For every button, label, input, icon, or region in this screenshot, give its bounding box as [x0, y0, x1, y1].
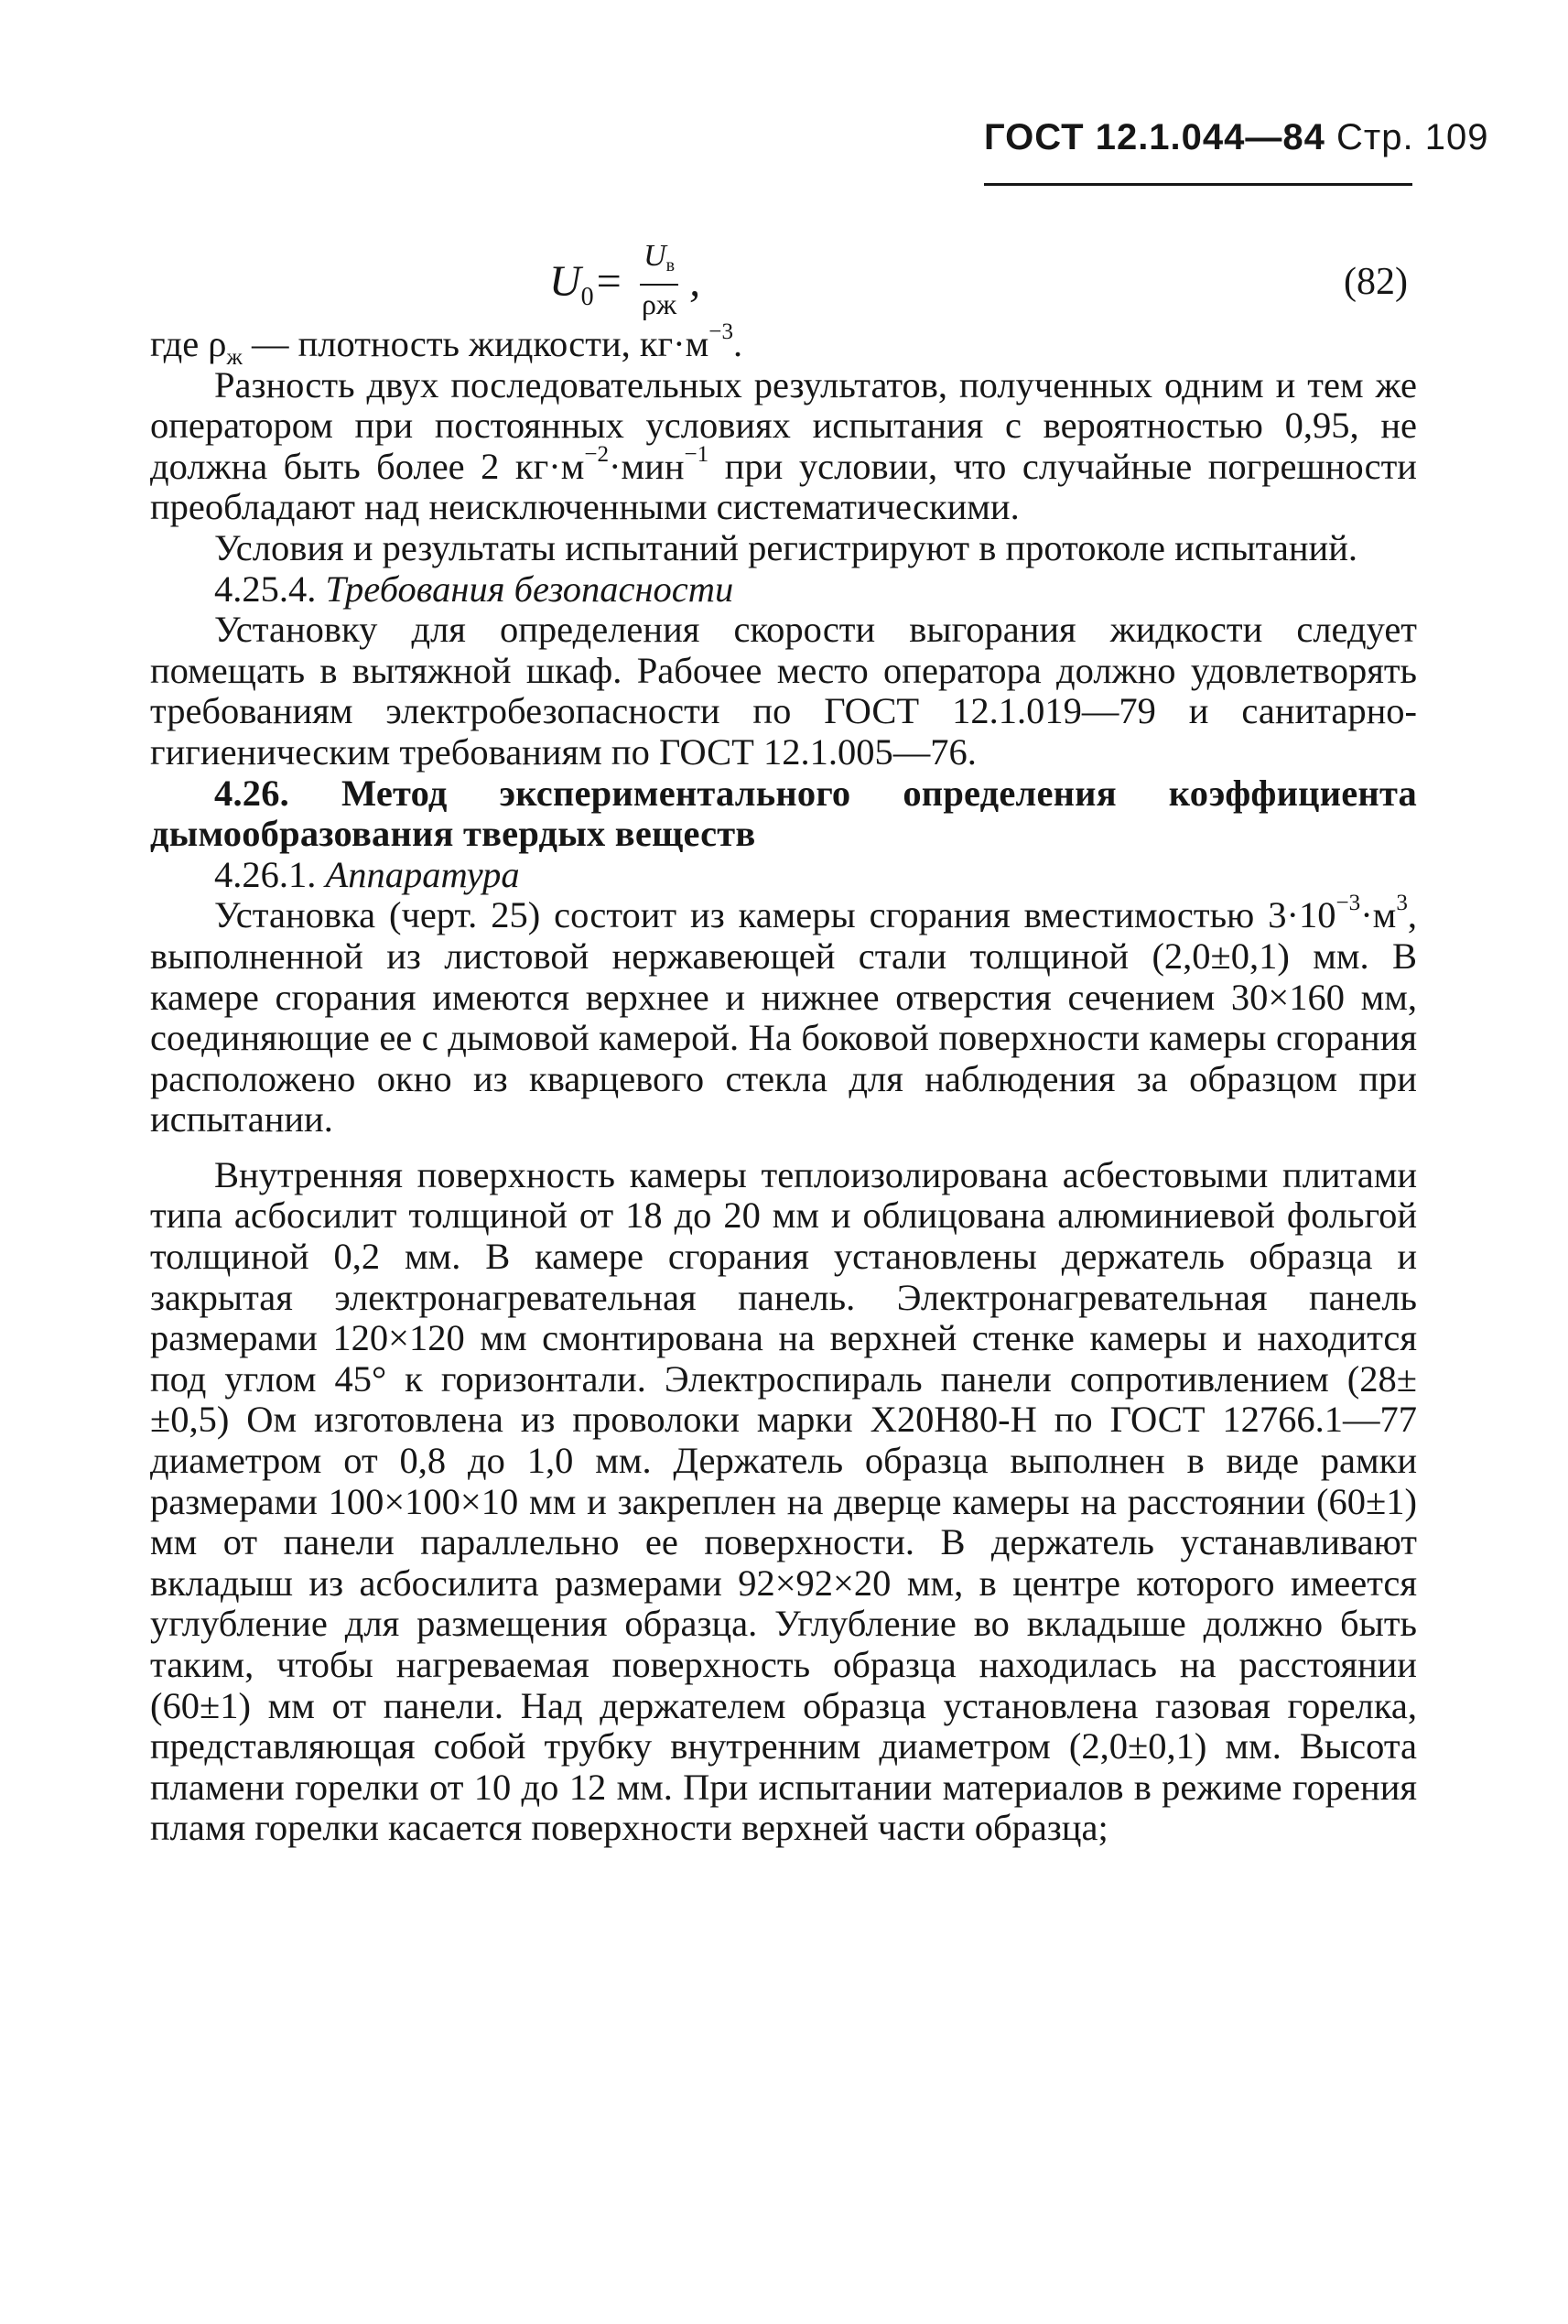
running-head: [984, 117, 1489, 158]
rho-subscript: ж: [226, 345, 243, 371]
unit-exponent: −3: [708, 319, 733, 345]
where-line-text: — плотность жидкости, кг·м: [242, 323, 709, 364]
paragraph-installation: Установку для определения скорости выгорания жидкости следует помещать в вытяжной шкаф. Рабочее место оператора должно удовлетворять требованиям электробезопасности по ГОСТ 12.1.019—79 и санитарно-гигиеническим требованиям по ГОСТ 12.1.005—76.: [150, 609, 1417, 773]
paragraph-conditions: Условия и результаты испытаний регистрируют в протоколе испытаний.: [214, 526, 1357, 568]
subsection-safety-heading: [150, 569, 1417, 611]
formula-fraction: [640, 238, 678, 322]
where-line: [150, 319, 1417, 371]
page-number: Стр. 109: [1336, 117, 1489, 157]
safety-title: Требования безопасности: [325, 567, 734, 610]
numerator-subscript: в: [665, 255, 676, 276]
paragraph-difference: [150, 365, 1417, 528]
setup-exponent-2: 3: [1396, 891, 1408, 916]
numerator-symbol: U: [643, 239, 666, 273]
formula-denominator: ρж: [642, 287, 677, 320]
formula-82: [0, 227, 1568, 328]
header-rule: [984, 183, 1412, 186]
difference-text-b: ·мин: [609, 445, 685, 487]
apparatus-number: 4.26.1.: [214, 853, 326, 895]
formula-number: (82): [1344, 261, 1408, 303]
difference-text-c: при условии, что случайные погрешности преобладают над неисключенными систематическими.: [150, 445, 1417, 528]
formula-lhs: U: [549, 257, 581, 307]
formula-expression: [549, 239, 701, 328]
difference-exponent-2: −1: [684, 441, 709, 467]
paragraph-setup: [150, 891, 1417, 1140]
where-line-period: .: [733, 323, 743, 364]
standard-number: ГОСТ 12.1.044—84: [984, 117, 1325, 157]
setup-exponent-1: −3: [1336, 891, 1361, 916]
apparatus-title: Аппаратура: [325, 853, 520, 895]
setup-text-c: , выполненной из листовой нержавеющей стали толщиной (2,0±0,1) мм. В камере сгорания имеются верхнее и нижнее отверстия сечением 30×160 мм, соединяющие ее с дымовой камерой. На боковой поверхности камеры сгорания расположено окно из кварцевого стекла для наблюдения за образцом при испытании.: [150, 894, 1417, 1140]
subsection-apparatus-heading: [150, 855, 1417, 896]
difference-text-a: Разность двух последовательных результатов, полученных одним и тем же оператором при постоянных условиях испытания с вероятностью 0,95, не должна быть более 2 кг·м: [150, 363, 1417, 487]
setup-text-b: ·м: [1360, 894, 1397, 936]
formula-comma: ,: [689, 257, 701, 307]
formula-equals: =: [593, 257, 624, 307]
formula-numerator: [640, 238, 678, 286]
difference-exponent-1: −2: [584, 441, 610, 467]
section-4-26-heading: 4.26. Метод экспериментального определения коэффициента дымообразования твердых веществ: [150, 772, 1417, 855]
paragraph-inner-surface: Внутренняя поверхность камеры теплоизолирована асбестовыми плитами типа асбосилит толщиной от 18 до 20 мм и облицована алюминиевой фольгой толщиной 0,2 мм. В камере сгорания установлены держатель образца и закрытая электронагревательная панель. Электронагревательная панель размерами 120×120 мм смонтирована на верхней стенке камеры и находится под углом 45° к горизонтали. Электроспираль панели сопротивлением (28± ±0,5) Ом изготовлена из проволоки марки Х20Н80-Н по ГОСТ 12766.1—77 диаметром от 0,8 до 1,0 мм. Держатель образца выполнен в виде рамки размерами 100×100×10 мм и закреплен на дверце камеры на расстоянии (60±1) мм от панели параллельно ее поверхности. В держатель устанавливают вкладыш из асбосилита размерами 92×92×20 мм, в центре которого имеется углубление для размещения образца. Углубление во вкладыше должно быть таким, чтобы нагреваемая поверхность образца находилась на расстоянии (60±1) мм от панели. Над держателем образца установлена газовая горелка, представляющая собой трубку внутренним диаметром (2,0±0,1) мм. Высота пламени горелки от 10 до 12 мм. При испытании материалов в режиме горения пламя горелки касается поверхности верхней части образца;: [150, 1153, 1417, 1849]
setup-text-a: Установка (черт. 25) состоит из камеры сгорания вместимостью 3·10: [214, 894, 1336, 936]
where-line-start: где ρ: [150, 323, 227, 364]
safety-number: 4.25.4.: [214, 567, 326, 610]
formula-lhs-subscript: 0: [580, 283, 594, 312]
body-text: [150, 319, 1417, 1849]
